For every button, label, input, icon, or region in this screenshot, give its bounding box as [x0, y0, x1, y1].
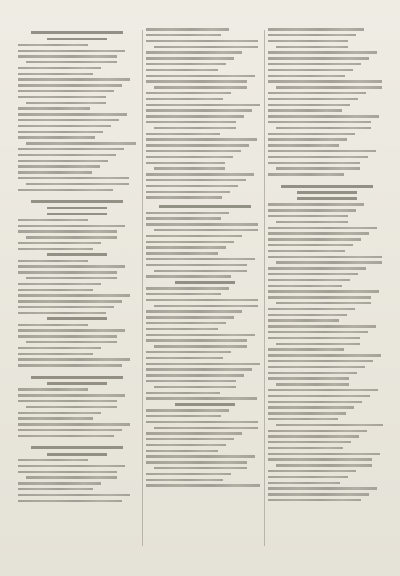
text-line: [18, 142, 136, 148]
block-gap: [18, 440, 136, 443]
text-line: [268, 493, 386, 499]
text-line: [146, 196, 264, 202]
text-line: [268, 354, 386, 360]
column-1: [18, 28, 136, 568]
text-line: [18, 364, 136, 370]
section-heading: [18, 30, 136, 36]
text-line: [18, 119, 136, 125]
text-line: [146, 484, 264, 490]
text-line: [146, 467, 264, 473]
text-line: [268, 115, 386, 121]
text-line: [268, 57, 386, 63]
text-line: [18, 148, 136, 154]
text-line: [146, 223, 264, 229]
column-2: [146, 28, 264, 568]
text-line: [18, 394, 136, 400]
text-line: [146, 173, 264, 179]
section-heading: [146, 204, 264, 210]
text-line: [268, 86, 386, 92]
text-line: [268, 499, 386, 505]
text-line: [268, 464, 386, 470]
text-line: [268, 121, 386, 127]
section-heading: [18, 375, 136, 381]
section-heading: [18, 445, 136, 451]
text-line: [268, 296, 386, 302]
column-3: [268, 28, 386, 568]
text-line: [18, 499, 136, 505]
text-line: [146, 144, 264, 150]
text-line: [18, 84, 136, 90]
text-line: [18, 423, 136, 429]
text-line: [18, 300, 136, 306]
section-heading: [268, 184, 386, 190]
text-line: [146, 86, 264, 92]
text-line: [18, 113, 136, 119]
text-line: [146, 461, 264, 467]
block-gap: [18, 194, 136, 197]
columns: [0, 28, 400, 568]
section-heading: [18, 199, 136, 205]
text-line: [146, 368, 264, 374]
text-line: [146, 339, 264, 345]
text-line: [268, 150, 386, 156]
text-line: [18, 358, 136, 364]
text-line: [146, 229, 264, 235]
block-gap: [268, 179, 386, 182]
block-gap: [18, 370, 136, 373]
text-line: [18, 177, 136, 183]
text-line: [146, 345, 264, 351]
text-line: [268, 325, 386, 331]
page-header: [0, 14, 400, 28]
